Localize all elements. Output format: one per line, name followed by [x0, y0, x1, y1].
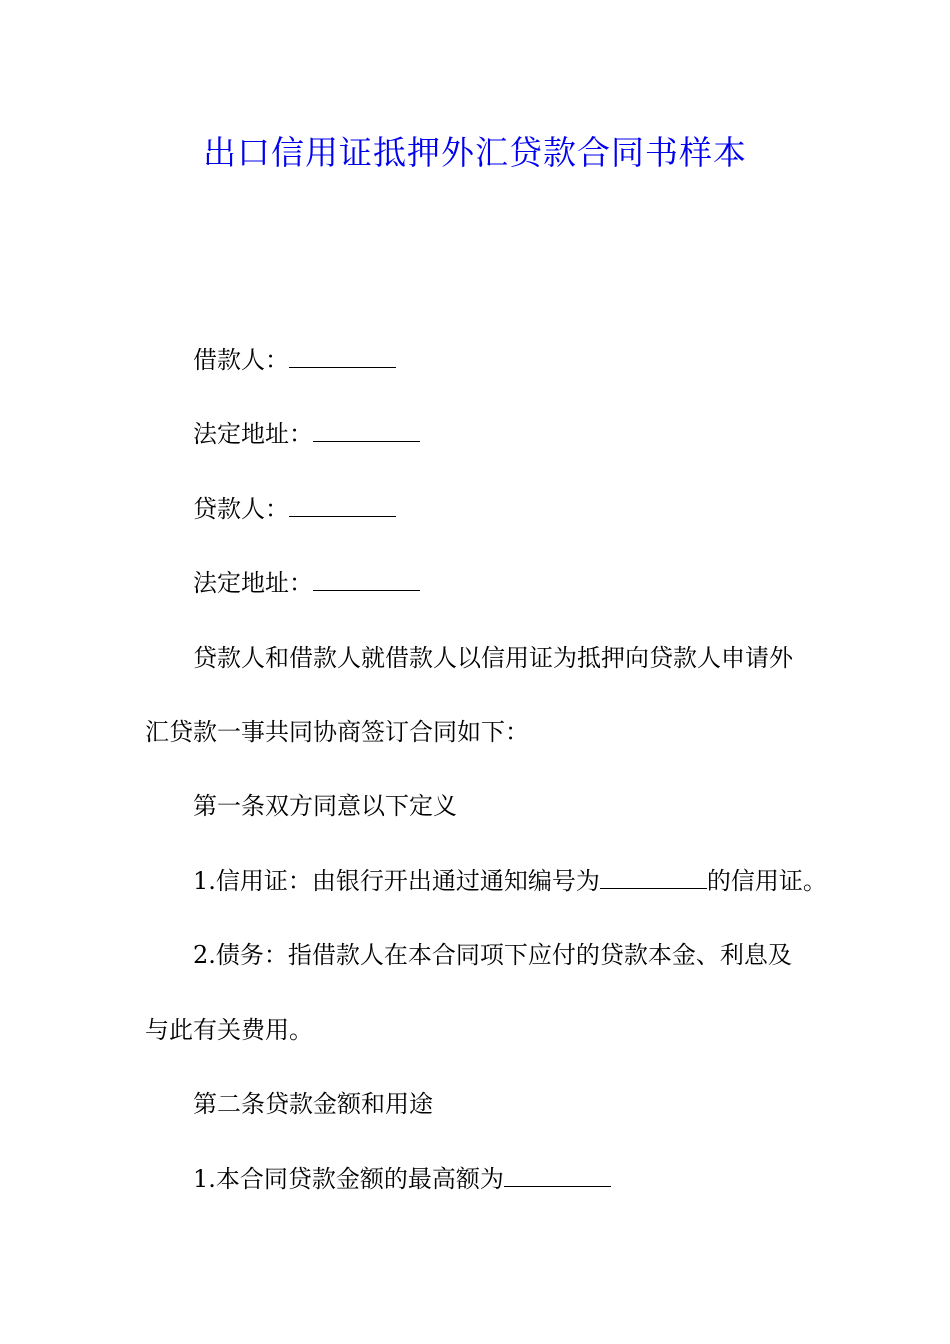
borrower-blank [289, 345, 396, 368]
definition-1-line [193, 863, 827, 899]
intro-paragraph-line-1: 贷款人和借款人就借款人以信用证为抵押向贷款人申请外 [193, 644, 793, 672]
definition-2-line-1: 2.债务：指借款人在本合同项下应付的贷款本金、利息及 [193, 941, 792, 969]
intro-paragraph-line-2: 汇贷款一事共同协商签订合同如下： [145, 718, 529, 746]
loan-amount-prefix: 1.本合同贷款金额的最高额为 [193, 1165, 504, 1193]
borrower-line [193, 342, 396, 378]
definition-1-suffix: 的信用证。 [706, 867, 827, 895]
lender-label: 贷款人： [193, 495, 289, 523]
definition-2-line-2: 与此有关费用。 [145, 1016, 313, 1044]
loan-amount-blank [504, 1164, 611, 1187]
lender-line [193, 491, 396, 527]
lc-number-blank [600, 866, 707, 889]
loan-amount-line [193, 1161, 611, 1197]
lender-address-line [193, 565, 420, 601]
article-2-heading: 第二条贷款金额和用途 [193, 1090, 433, 1118]
lender-blank [289, 494, 396, 517]
definition-1-prefix: 1.信用证：由银行开出通过通知编号为 [193, 867, 600, 895]
document-title: 出口信用证抵押外汇贷款合同书样本 [203, 133, 747, 172]
lender-address-label: 法定地址： [193, 569, 313, 597]
borrower-address-label: 法定地址： [193, 420, 313, 448]
lender-address-blank [313, 568, 420, 591]
borrower-label: 借款人： [193, 346, 289, 374]
borrower-address-line [193, 416, 420, 452]
borrower-address-blank [313, 419, 420, 442]
article-1-heading: 第一条双方同意以下定义 [193, 792, 457, 820]
